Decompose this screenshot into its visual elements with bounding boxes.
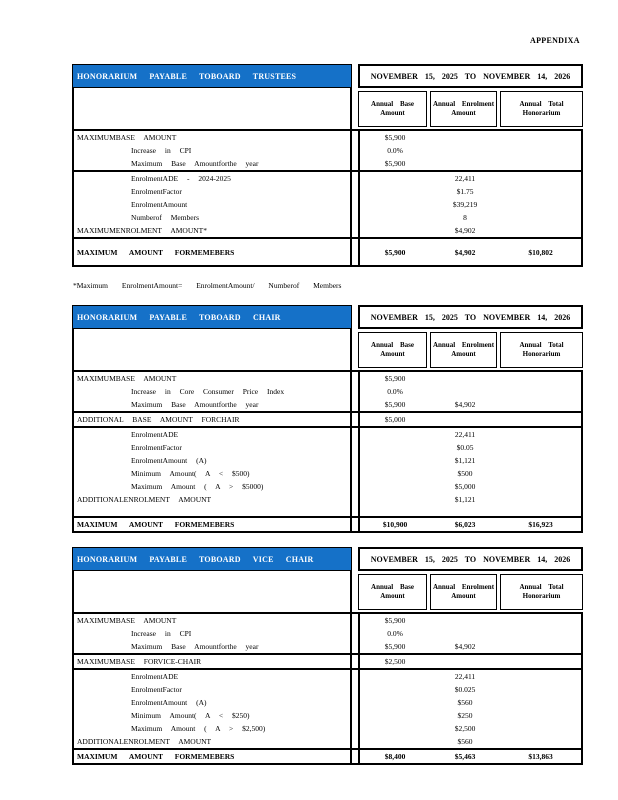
total-enrolment-amount: $4,902 [454,247,476,257]
total-honorarium-cell [500,722,583,735]
row-label: ADDITIONALENROLMENT AMOUNT [72,735,352,748]
total-base-amount: $10,900 [358,518,430,531]
base-amount-cell [358,506,430,516]
table-row [72,198,583,211]
enrolment-amount-cell: $1.75 [456,187,474,196]
enrolment-amount-cell: $1,121 [454,495,476,504]
enrolment-amount-cell: $500 [457,469,473,478]
row-label: MAXIMUMBASE AMOUNT [72,131,352,144]
enrolment-amount-cell [430,385,500,398]
total-base-amount: $5,900 [358,239,430,265]
table-row [72,627,583,640]
enrolment-amount-cell: $4,902 [454,226,476,235]
base-amount-cell: 0.0% [358,627,430,640]
table-row [72,454,583,467]
enrolment-amount-cell [430,131,500,144]
base-amount-cell: $5,900 [358,614,430,627]
row-label: EnrolmentAmount [72,198,352,211]
column-header [430,91,497,127]
row-group [72,612,583,653]
table-row [72,144,583,157]
total-enrolment-amount: $5,463 [454,752,476,761]
tables-host-top [0,64,618,267]
enrolment-amount-cell: $0.025 [454,685,476,694]
base-amount-cell [358,670,430,683]
column-header-line2: Amount [451,592,476,600]
honorarium-table [72,305,583,533]
total-honorarium-cell [500,441,583,454]
base-amount-cell [358,683,430,696]
base-amount-cell [358,696,430,709]
enrolment-amount-cell: $4,902 [454,642,476,651]
total-enrolment-amount: $6,023 [454,520,476,529]
column-header [430,574,497,610]
total-honorarium-cell [500,670,583,683]
total-base-amount: $8,400 [358,750,430,763]
table-row [72,224,583,237]
total-honorarium-cell [500,467,583,480]
table-body [72,370,583,516]
table-row [72,157,583,170]
table-row [72,131,583,144]
base-amount-cell [358,467,430,480]
table-row [72,428,583,441]
enrolment-amount-cell [430,627,500,640]
table-row [72,372,583,385]
base-amount-cell: 0.0% [358,385,430,398]
enrolment-amount-cell: 22,411 [454,430,476,439]
enrolment-amount-cell [430,614,500,627]
row-label: Minimum Amount( A < $500) [72,467,352,480]
column-header-row [72,88,583,129]
column-header-row [72,571,583,612]
row-label: MAXIMUMBASE FORVICE-CHAIR [72,655,352,668]
total-honorarium-cell [500,131,583,144]
table-row [72,480,583,493]
total-honorarium-cell [500,493,583,506]
total-honorarium-cell [500,627,583,640]
honorarium-table [72,64,583,267]
enrolment-amount-cell [430,372,500,385]
row-group [72,426,583,516]
row-group [72,411,583,426]
footnote: *Maximum EnrolmentAmount= EnrolmentAmount/ Numberof Members [73,281,342,290]
column-header-line1: Annual Enrolment [432,583,495,591]
column-header-line1: Annual Enrolment [432,341,495,349]
row-label: Numberof Members [72,211,352,224]
enrolment-amount-cell [430,506,500,516]
table-row [72,441,583,454]
total-row-label: MAXIMUM AMOUNT FORMEMEBERS [72,518,352,531]
row-label: MAXIMUMENROLMENT AMOUNT* [72,224,352,237]
total-honorarium-cell [500,655,583,668]
total-honorarium-cell [500,454,583,467]
row-label: Maximum Base Amountforthe year [72,640,352,653]
period-label: NOVEMBER 15, 2025 TO NOVEMBER 14, 2026 [358,64,583,88]
row-label: Maximum Amount ( A > $2,500) [72,722,352,735]
column-header-line1: Annual Total [519,583,564,591]
column-header-line2: Amount [380,109,405,117]
base-amount-cell: 0.0% [358,144,430,157]
base-amount-cell [358,493,430,506]
row-label: EnrolmentFactor [72,683,352,696]
table-row [72,696,583,709]
enrolment-amount-cell: $560 [457,698,473,707]
base-amount-cell [358,722,430,735]
base-amount-cell [358,709,430,722]
table-title: HONORARIUM PAYABLE TOBOARD CHAIR [72,305,352,329]
period-label: NOVEMBER 15, 2025 TO NOVEMBER 14, 2026 [358,547,583,571]
row-label: EnrolmentADE - 2024-2025 [72,172,352,185]
table-row [72,670,583,683]
enrolment-amount-cell: 8 [463,213,467,222]
total-honorarium-cell [500,172,583,185]
column-header [500,91,583,127]
column-header-row [72,329,583,370]
row-label: Minimum Amount( A < $250) [72,709,352,722]
tables-host-rest [0,305,618,765]
total-honorarium-cell [500,185,583,198]
table-total-row [72,516,583,533]
row-label: ADDITIONALENROLMENT AMOUNT [72,493,352,506]
row-label: Maximum Base Amountforthe year [72,157,352,170]
column-header-spacer [72,88,352,129]
table-row [72,413,583,426]
base-amount-cell [358,224,430,237]
table-header-row [72,305,583,329]
row-label: MAXIMUMBASE AMOUNT [72,614,352,627]
enrolment-amount-cell: $560 [457,737,473,746]
row-group [72,653,583,668]
table-row [72,398,583,411]
table-title: HONORARIUM PAYABLE TOBOARD VICE CHAIR [72,547,352,571]
total-row-label: MAXIMUM AMOUNT FORMEMEBERS [72,750,352,763]
total-honorarium-cell [500,640,583,653]
table-total-row [72,748,583,765]
column-header-line1: Annual Base [371,100,414,108]
table-row [72,467,583,480]
row-label: EnrolmentAmount (A) [72,696,352,709]
column-header-line2: Honorarium [522,109,561,117]
row-label: MAXIMUMBASE AMOUNT [72,372,352,385]
total-honorarium-cell [500,224,583,237]
table-row [72,735,583,748]
enrolment-amount-cell: $1,121 [454,456,476,465]
column-header-line1: Annual Total [519,100,564,108]
column-header-line2: Amount [380,592,405,600]
total-honorarium-cell [500,198,583,211]
appendix-label: APPENDIXA [530,36,580,45]
column-header-line2: Honorarium [522,350,561,358]
base-amount-cell: $5,900 [358,131,430,144]
spacer-row [72,506,583,516]
table-row [72,722,583,735]
column-header-line2: Amount [451,350,476,358]
base-amount-cell [358,428,430,441]
row-label: ADDITIONAL BASE AMOUNT FORCHAIR [72,413,352,426]
base-amount-cell [358,211,430,224]
base-amount-cell [358,454,430,467]
enrolment-amount-cell: $2,500 [454,724,476,733]
enrolment-amount-cell: $250 [457,711,473,720]
base-amount-cell [358,735,430,748]
column-header [358,574,427,610]
enrolment-amount-cell: $0.05 [456,443,474,452]
row-label: Increase in CPI [72,144,352,157]
table-row [72,493,583,506]
row-label: EnrolmentFactor [72,185,352,198]
row-group [72,170,583,237]
row-label: EnrolmentAmount (A) [72,454,352,467]
enrolment-amount-cell [430,413,500,426]
base-amount-cell: $5,900 [358,640,430,653]
table-body [72,612,583,748]
period-label: NOVEMBER 15, 2025 TO NOVEMBER 14, 2026 [358,305,583,329]
table-row [72,614,583,627]
enrolment-amount-cell: 22,411 [454,174,476,183]
total-honorarium-amount: $16,923 [500,518,583,531]
total-honorarium-cell [500,480,583,493]
base-amount-cell: $5,000 [358,413,430,426]
total-honorarium-cell [500,614,583,627]
row-label: Increase in Core Consumer Price Index [72,385,352,398]
column-header [358,91,427,127]
base-amount-cell [358,480,430,493]
total-honorarium-cell [500,211,583,224]
total-honorarium-cell [500,696,583,709]
row-label [72,506,352,516]
base-amount-cell: $2,500 [358,655,430,668]
enrolment-amount-cell: $4,902 [454,400,476,409]
row-label: EnrolmentADE [72,670,352,683]
total-honorarium-cell [500,735,583,748]
column-header-line1: Annual Base [371,341,414,349]
enrolment-amount-cell [430,157,500,170]
row-label: Maximum Base Amountforthe year [72,398,352,411]
base-amount-cell [358,441,430,454]
total-honorarium-cell [500,683,583,696]
total-honorarium-amount: $10,802 [500,239,583,265]
total-honorarium-cell [500,428,583,441]
total-honorarium-cell [500,709,583,722]
total-honorarium-amount: $13,863 [500,750,583,763]
total-honorarium-cell [500,413,583,426]
column-header [500,574,583,610]
total-honorarium-cell [500,506,583,516]
table-row [72,640,583,653]
column-header-line1: Annual Total [519,341,564,349]
table-row [72,185,583,198]
row-label: EnrolmentFactor [72,441,352,454]
enrolment-amount-cell: $5,000 [454,482,476,491]
column-header-line1: Annual Base [371,583,414,591]
total-honorarium-cell [500,372,583,385]
column-header-spacer [72,571,352,612]
enrolment-amount-cell [430,655,500,668]
column-header [500,332,583,368]
row-group [72,668,583,748]
column-header [358,332,427,368]
enrolment-amount-cell [430,144,500,157]
table-row [72,172,583,185]
table-row [72,655,583,668]
table-total-row [72,237,583,267]
total-row-label: MAXIMUM AMOUNT FORMEMEBERS [72,239,352,265]
column-header [430,332,497,368]
column-header-line1: Annual Enrolment [432,100,495,108]
row-label: Maximum Amount ( A > $5000) [72,480,352,493]
enrolment-amount-cell: 22,411 [454,672,476,681]
row-group [72,129,583,170]
table-title: HONORARIUM PAYABLE TOBOARD TRUSTEES [72,64,352,88]
base-amount-cell [358,185,430,198]
base-amount-cell [358,198,430,211]
table-header-row [72,64,583,88]
table-row [72,385,583,398]
table-header-row [72,547,583,571]
column-header-line2: Amount [451,109,476,117]
table-row [72,211,583,224]
row-label: Increase in CPI [72,627,352,640]
total-honorarium-cell [500,144,583,157]
table-row [72,709,583,722]
total-honorarium-cell [500,157,583,170]
base-amount-cell: $5,900 [358,398,430,411]
base-amount-cell: $5,900 [358,372,430,385]
base-amount-cell [358,172,430,185]
total-honorarium-cell [500,385,583,398]
row-group [72,370,583,411]
table-row [72,683,583,696]
column-header-line2: Honorarium [522,592,561,600]
row-label: EnrolmentADE [72,428,352,441]
honorarium-table [72,547,583,765]
column-header-spacer [72,329,352,370]
base-amount-cell: $5,900 [358,157,430,170]
table-body [72,129,583,237]
total-honorarium-cell [500,398,583,411]
column-header-line2: Amount [380,350,405,358]
enrolment-amount-cell: $39,219 [452,200,478,209]
